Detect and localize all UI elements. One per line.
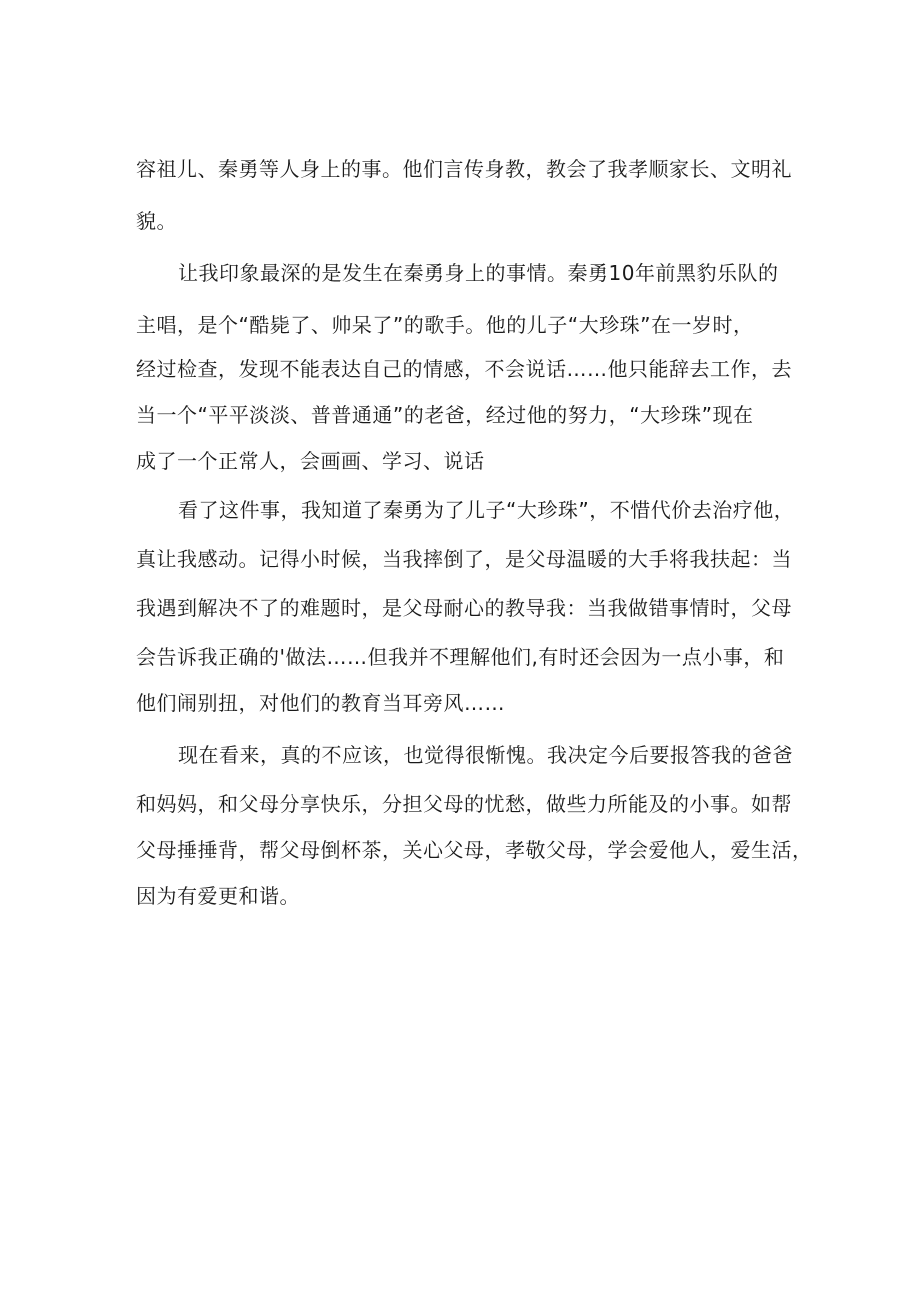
paragraph-3-line-4: 会告诉我正确的'做法……但我并不理解他们,有时还会因为一点小事，和 [136,645,785,669]
paragraph-3-line-1: 看了这件事，我知道了秦勇为了儿子“大珍珠”，不惜代价去治疗他， [178,498,795,522]
paragraph-1-line-2: 貌。 [136,209,177,233]
paragraph-4-line-4: 因为有爱更和谐。 [136,884,300,908]
paragraph-2-line-1: 让我印象最深的是发生在秦勇身上的事情。秦勇10年前黑豹乐队的 [178,261,779,285]
paragraph-4-line-2: 和妈妈，和父母分享快乐，分担父母的忧愁，做些力所能及的小事。如帮 [136,792,792,816]
paragraph-2-line-3: 经过检查，发现不能表达自己的情感，不会说话……他只能辞去工作，去 [136,357,792,381]
paragraph-2-line-5: 成了一个正常人，会画画、学习、说话 [136,449,485,473]
paragraph-2-line-4: 当一个“平平淡淡、普普通通”的老爸，经过他的努力，“大珍珠”现在 [136,403,754,427]
paragraph-2-line-2: 主唱，是个“酷毙了、帅呆了”的歌手。他的儿子“大珍珠”在一岁时， [136,313,754,337]
paragraph-4-line-3: 父母捶捶背，帮父母倒杯茶，关心父母，孝敬父母，学会爱他人，爱生活， [136,838,813,862]
paragraph-3-line-5: 他们闹别扭，对他们的教育当耳旁风…… [136,691,505,715]
paragraph-1-line-1: 容祖儿、秦勇等人身上的事。他们言传身教，教会了我孝顺家长、文明礼 [136,157,792,181]
paragraph-3-line-2: 真让我感动。记得小时候，当我摔倒了，是父母温暖的大手将我扶起：当 [136,547,792,571]
paragraph-3-line-3: 我遇到解决不了的难题时，是父母耐心的教导我：当我做错事情时，父母 [136,596,792,620]
paragraph-4-line-1: 现在看来，真的不应该，也觉得很惭愧。我决定今后要报答我的爸爸 [178,743,793,767]
